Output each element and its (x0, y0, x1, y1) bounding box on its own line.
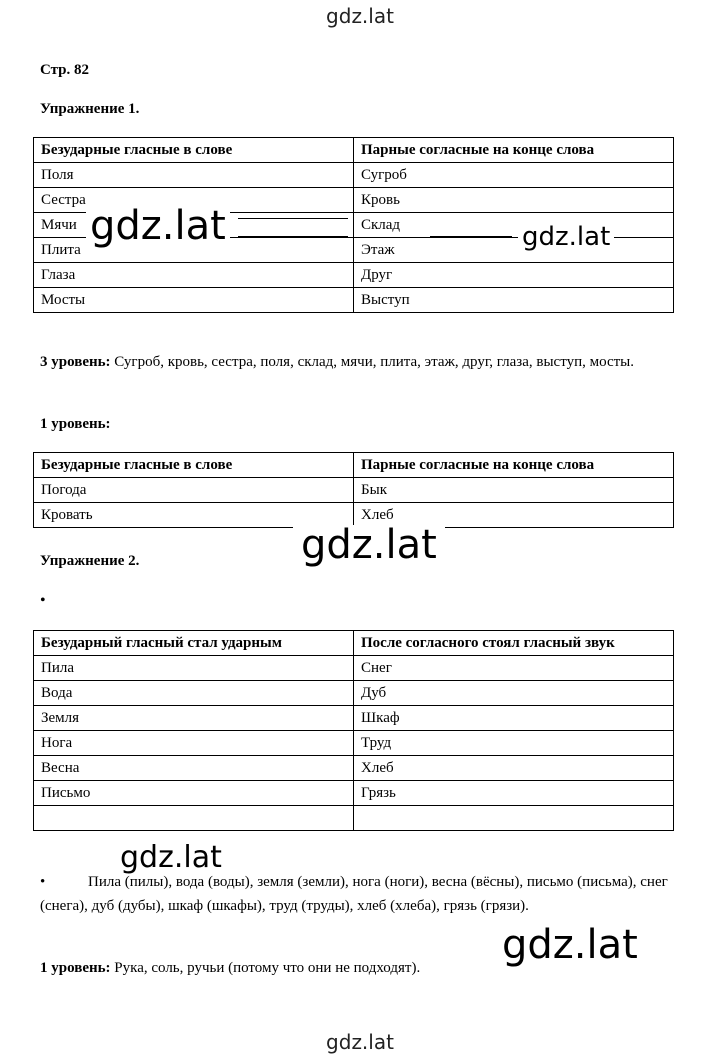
exercise-1-title: Упражнение 1. (40, 101, 140, 117)
table-cell: Сестра (34, 188, 354, 213)
watermark-logo: gdz.lat (518, 224, 614, 250)
table-cell: Этаж (354, 238, 674, 263)
bullet-marker: • (40, 592, 46, 609)
table-cell: Друг (354, 263, 674, 288)
exercise-2-table (33, 630, 674, 831)
table-cell: Плита (34, 238, 354, 263)
table-cell: Кровь (354, 188, 674, 213)
table-cell: Земля (34, 706, 354, 731)
watermark-logo: gdz.lat (116, 843, 226, 873)
table-cell: Сугроб (354, 163, 674, 188)
bullet-paragraph (40, 870, 670, 918)
table-cell: Труд (354, 731, 674, 756)
exercise-2-title: Упражнение 2. (40, 553, 140, 569)
level-3-paragraph (40, 350, 670, 374)
table-header-cell: Парные согласные на конце слова (354, 138, 674, 163)
watermark-logo: gdz.lat (498, 925, 642, 965)
level-1-text: Рука, соль, ручьи (потому что они не подходят). (110, 960, 421, 976)
table-cell: Выступ (354, 288, 674, 313)
watermark-dash (430, 236, 512, 237)
table-header-row (34, 631, 674, 656)
table-header-row (34, 453, 674, 478)
table-cell: Бык (354, 478, 674, 503)
watermark-dash (238, 236, 348, 237)
level-3-label: 3 уровень: (40, 354, 111, 370)
exercise-2-level-1-paragraph (40, 956, 670, 980)
table-cell: Мячи (34, 213, 354, 238)
header-watermark: gdz.lat (326, 4, 394, 28)
table-cell: Погода (34, 478, 354, 503)
table-row (34, 656, 674, 681)
table-header-cell: Безударный гласный стал ударным (34, 631, 354, 656)
table-row (34, 806, 674, 831)
level-1-label: 1 уровень: (40, 416, 111, 432)
table-cell: Дуб (354, 681, 674, 706)
table-cell: Нога (34, 731, 354, 756)
table-cell: Хлеб (354, 756, 674, 781)
table-cell (34, 806, 354, 831)
table-cell: Грязь (354, 781, 674, 806)
table-cell: Поля (34, 163, 354, 188)
table-header-cell: Безударные гласные в слове (34, 453, 354, 478)
table-row (34, 706, 674, 731)
table-row (34, 263, 674, 288)
table-cell: Снег (354, 656, 674, 681)
bullet-marker: • (40, 874, 46, 890)
table-row (34, 478, 674, 503)
table-cell: Глаза (34, 263, 354, 288)
table-cell: Кровать (34, 503, 354, 528)
table-header-cell: Парные согласные на конце слова (354, 453, 674, 478)
table-cell: Хлеб (354, 503, 674, 528)
table-row (34, 163, 674, 188)
level-3-text: Сугроб, кровь, сестра, поля, склад, мячи, плита, этаж, друг, глаза, выступ, мосты. (110, 354, 635, 370)
table-cell: Письмо (34, 781, 354, 806)
watermark-logo: gdz.lat (293, 525, 445, 565)
table-row (34, 781, 674, 806)
table-header-cell: Безударные гласные в слове (34, 138, 354, 163)
table-row (34, 288, 674, 313)
exercise-1-level-1-table (33, 452, 674, 528)
table-cell: Пила (34, 656, 354, 681)
page-label: Стр. 82 (40, 62, 90, 78)
table-cell: Мосты (34, 288, 354, 313)
table-row (34, 731, 674, 756)
table-row (34, 681, 674, 706)
table-cell: Весна (34, 756, 354, 781)
bullet-text: Пила (пилы), вода (воды), земля (земли), нога (ноги), весна (вёсны), письмо (письма), снег (снега), дуб (дубы), шкаф (шкафы), труд (труды), хлеб (хлеба), грязь (грязи). (40, 874, 668, 914)
table-cell: Вода (34, 681, 354, 706)
table-header-cell: После согласного стоял гласный звук (354, 631, 674, 656)
table-cell: Склад (354, 213, 674, 238)
table-header-row (34, 138, 674, 163)
table-cell: Шкаф (354, 706, 674, 731)
watermark-dash (238, 218, 348, 219)
table-cell (354, 806, 674, 831)
table-row (34, 756, 674, 781)
level-1-label: 1 уровень: (40, 960, 111, 976)
footer-watermark: gdz.lat (326, 1030, 394, 1054)
watermark-logo: gdz.lat (86, 206, 230, 246)
